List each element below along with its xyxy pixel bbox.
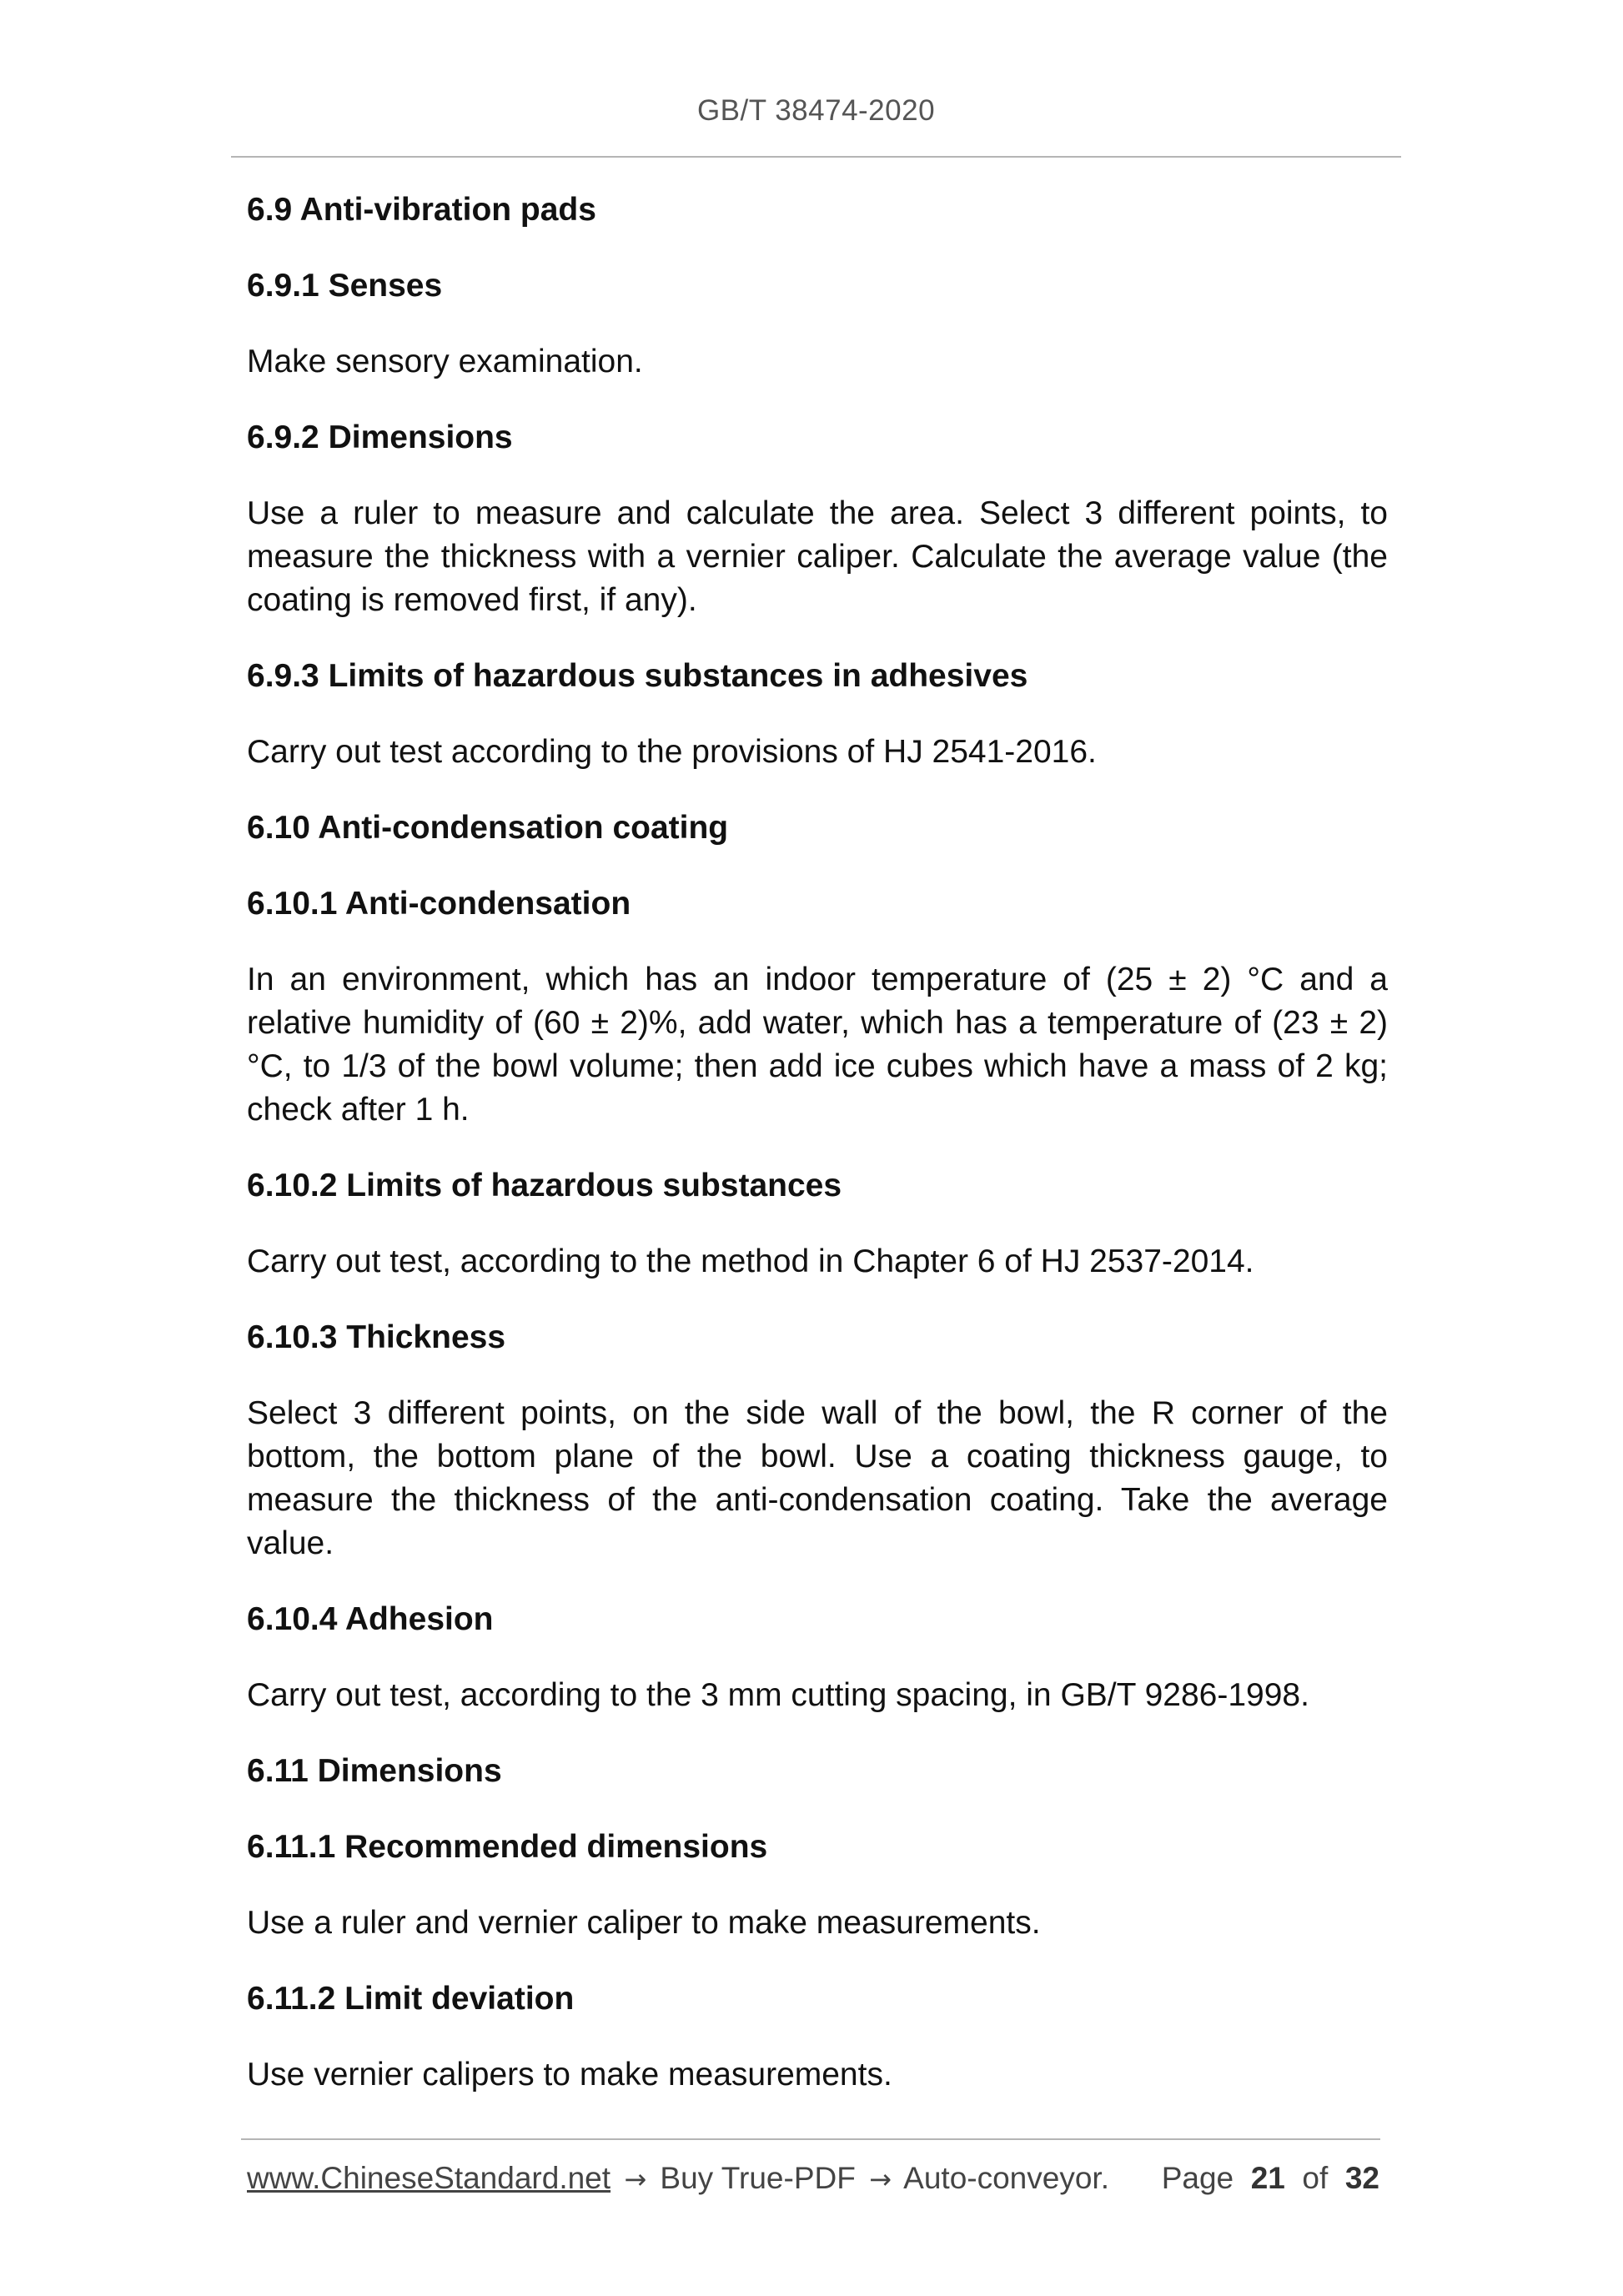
subsection-heading: 6.11.1 Recommended dimensions bbox=[247, 1829, 768, 1865]
subsection-heading: 6.10.1 Anti-condensation bbox=[247, 886, 631, 922]
page-of-label: of bbox=[1302, 2161, 1329, 2195]
page-header-doc-id: GB/T 38474-2020 bbox=[696, 94, 936, 127]
page-counter bbox=[1162, 2158, 1379, 2198]
arrow-right-icon: → bbox=[624, 2163, 647, 2195]
paragraph: Carry out test according to the provisions of HJ 2541-2016. bbox=[247, 734, 1097, 770]
subsection-heading: 6.11.2 Limit deviation bbox=[247, 1981, 575, 2017]
section-heading: 6.10 Anti-condensation coating bbox=[247, 810, 729, 846]
arrow-right-icon: → bbox=[869, 2163, 892, 2195]
footer-links bbox=[247, 2158, 1109, 2199]
header-divider bbox=[231, 156, 1401, 158]
subsection-heading: 6.9.3 Limits of hazardous substances in adhesives bbox=[247, 658, 1028, 694]
total-page-number: 32 bbox=[1344, 2161, 1379, 2195]
paragraph: Carry out test, according to the 3 mm cutting spacing, in GB/T 9286-1998. bbox=[247, 1677, 1309, 1713]
paragraph: Use a ruler and vernier caliper to make measurements. bbox=[247, 1905, 1041, 1941]
subsection-heading: 6.10.3 Thickness bbox=[247, 1319, 506, 1355]
paragraph: Use a ruler to measure and calculate the area. Select 3 different points, to measure the thickness with a vernier caliper. Calculate the average value (the coating is removed first, if any). bbox=[247, 495, 1388, 618]
section-heading: 6.11 Dimensions bbox=[247, 1753, 502, 1789]
document-body bbox=[247, 188, 1388, 2097]
subsection-heading: 6.9.2 Dimensions bbox=[247, 420, 513, 455]
paragraph: Select 3 different points, on the side wall of the bowl, the R corner of the bottom, the bottom plane of the bowl. Use a coating thickness gauge, to measure the thickness of the anti-condensation coating. Take the average value. bbox=[247, 1395, 1388, 1561]
subsection-heading: 6.10.2 Limits of hazardous substances bbox=[247, 1168, 842, 1203]
subsection-heading: 6.9.1 Senses bbox=[247, 268, 443, 304]
paragraph: Use vernier calipers to make measurements. bbox=[247, 2057, 892, 2093]
current-page-number: 21 bbox=[1250, 2161, 1285, 2195]
auto-conveyor-text: Auto-conveyor. bbox=[903, 2161, 1109, 2195]
paragraph: Carry out test, according to the method in Chapter 6 of HJ 2537-2014. bbox=[247, 1243, 1254, 1279]
paragraph: In an environment, which has an indoor temperature of (25 ± 2) °C and a relative humidity of (60 ± 2)%, add water, which has a temperature of (23 ± 2) °C, to 1/3 of the bowl volume; then add ice cubes which have a mass of 2 kg; check after 1 h. bbox=[247, 962, 1388, 1128]
footer-divider bbox=[241, 2138, 1380, 2140]
subsection-heading: 6.10.4 Adhesion bbox=[247, 1601, 494, 1637]
buy-true-pdf-text: Buy True-PDF bbox=[660, 2161, 856, 2195]
paragraph: Make sensory examination. bbox=[247, 344, 643, 379]
section-heading: 6.9 Anti-vibration pads bbox=[247, 192, 596, 228]
website-link[interactable]: www.ChineseStandard.net bbox=[247, 2161, 611, 2195]
page-label: Page bbox=[1161, 2161, 1234, 2195]
